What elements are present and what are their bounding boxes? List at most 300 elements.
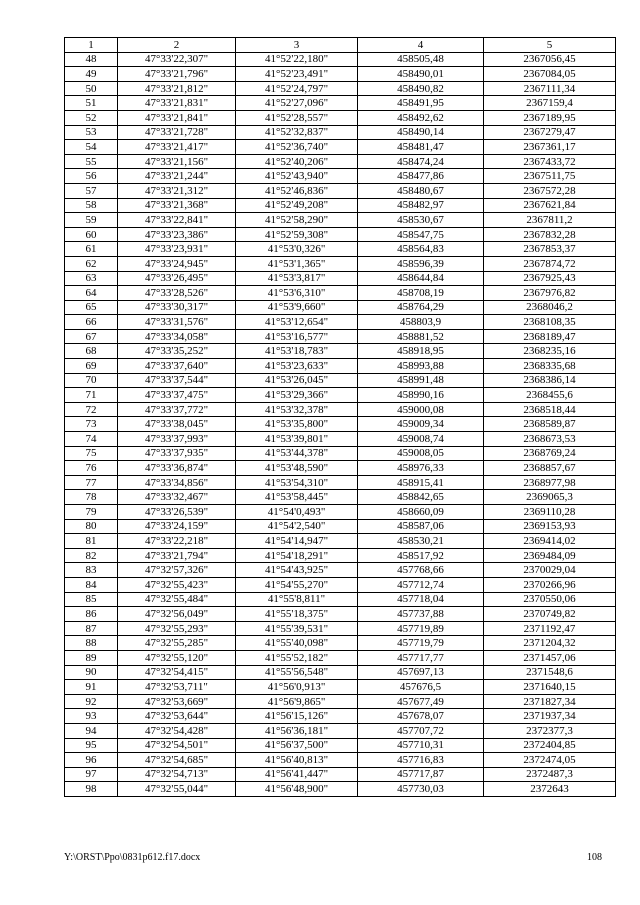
cell-y: 2368235,16	[484, 344, 616, 359]
cell-y: 2370266,96	[484, 577, 616, 592]
cell-y: 2367853,37	[484, 242, 616, 257]
cell-latitude: 47°32'55,120"	[118, 650, 236, 665]
cell-longitude: 41°53'29,366"	[236, 388, 358, 403]
table-row	[65, 534, 616, 549]
table-row	[65, 694, 616, 709]
cell-y: 2368977,98	[484, 475, 616, 490]
cell-x: 457730,03	[358, 782, 484, 797]
cell-latitude: 47°32'55,484"	[118, 592, 236, 607]
cell-y: 2367159,4	[484, 96, 616, 111]
table-row	[65, 213, 616, 228]
cell-latitude: 47°32'54,685"	[118, 753, 236, 768]
cell-number: 71	[65, 388, 118, 403]
cell-longitude: 41°53'1,365"	[236, 256, 358, 271]
cell-latitude: 47°33'22,218"	[118, 534, 236, 549]
cell-x: 459008,74	[358, 432, 484, 447]
cell-number: 94	[65, 723, 118, 738]
table-row	[65, 271, 616, 286]
cell-number: 49	[65, 67, 118, 82]
cell-latitude: 47°33'21,831"	[118, 96, 236, 111]
cell-y: 2371827,34	[484, 694, 616, 709]
cell-y: 2371457,06	[484, 650, 616, 665]
cell-y: 2367111,34	[484, 81, 616, 96]
cell-number: 50	[65, 81, 118, 96]
table-row	[65, 709, 616, 724]
cell-x: 458842,65	[358, 490, 484, 505]
cell-longitude: 41°53'32,378"	[236, 402, 358, 417]
table-row	[65, 402, 616, 417]
cell-latitude: 47°33'21,368"	[118, 198, 236, 213]
cell-longitude: 41°52'23,491"	[236, 67, 358, 82]
cell-number: 75	[65, 446, 118, 461]
cell-y: 2369065,3	[484, 490, 616, 505]
cell-latitude: 47°32'54,415"	[118, 665, 236, 680]
cell-longitude: 41°53'44,378"	[236, 446, 358, 461]
table-row	[65, 461, 616, 476]
table-row	[65, 198, 616, 213]
cell-y: 2368857,67	[484, 461, 616, 476]
cell-longitude: 41°53'23,633"	[236, 359, 358, 374]
cell-x: 458490,01	[358, 67, 484, 82]
cell-latitude: 47°33'21,312"	[118, 183, 236, 198]
cell-latitude: 47°32'54,713"	[118, 767, 236, 782]
cell-y: 2368589,87	[484, 417, 616, 432]
cell-latitude: 47°33'21,244"	[118, 169, 236, 184]
cell-number: 98	[65, 782, 118, 797]
cell-longitude: 41°53'9,660"	[236, 300, 358, 315]
cell-number: 82	[65, 548, 118, 563]
cell-number: 73	[65, 417, 118, 432]
cell-y: 2367361,17	[484, 140, 616, 155]
cell-number: 79	[65, 505, 118, 520]
cell-x: 458491,95	[358, 96, 484, 111]
cell-x: 458547,75	[358, 227, 484, 242]
table-row	[65, 432, 616, 447]
table-row	[65, 125, 616, 140]
cell-y: 2371640,15	[484, 680, 616, 695]
cell-y: 2367925,43	[484, 271, 616, 286]
cell-longitude: 41°56'0,913"	[236, 680, 358, 695]
cell-longitude: 41°56'48,900"	[236, 782, 358, 797]
cell-number: 96	[65, 753, 118, 768]
table-row	[65, 329, 616, 344]
cell-latitude: 47°32'55,423"	[118, 577, 236, 592]
cell-x: 458480,67	[358, 183, 484, 198]
cell-longitude: 41°52'22,180"	[236, 52, 358, 67]
cell-latitude: 47°33'21,794"	[118, 548, 236, 563]
table-row	[65, 300, 616, 315]
table-row	[65, 110, 616, 125]
cell-y: 2371937,34	[484, 709, 616, 724]
table-row	[65, 548, 616, 563]
cell-x: 457717,87	[358, 767, 484, 782]
cell-latitude: 47°32'55,293"	[118, 621, 236, 636]
cell-y: 2367874,72	[484, 256, 616, 271]
cell-latitude: 47°33'34,856"	[118, 475, 236, 490]
cell-y: 2368046,2	[484, 300, 616, 315]
table-row	[65, 665, 616, 680]
cell-number: 60	[65, 227, 118, 242]
table-row	[65, 52, 616, 67]
cell-latitude: 47°33'37,935"	[118, 446, 236, 461]
table-row	[65, 417, 616, 432]
cell-number: 56	[65, 169, 118, 184]
table-row	[65, 256, 616, 271]
cell-number: 97	[65, 767, 118, 782]
cell-x: 458530,21	[358, 534, 484, 549]
cell-number: 63	[65, 271, 118, 286]
cell-longitude: 41°56'36,181"	[236, 723, 358, 738]
cell-longitude: 41°52'49,208"	[236, 198, 358, 213]
cell-latitude: 47°33'21,417"	[118, 140, 236, 155]
cell-longitude: 41°53'18,783"	[236, 344, 358, 359]
table-row	[65, 680, 616, 695]
cell-longitude: 41°54'2,540"	[236, 519, 358, 534]
cell-y: 2367621,84	[484, 198, 616, 213]
cell-longitude: 41°56'40,813"	[236, 753, 358, 768]
cell-longitude: 41°55'52,182"	[236, 650, 358, 665]
table-row	[65, 315, 616, 330]
cell-latitude: 47°33'24,945"	[118, 256, 236, 271]
column-header-longitude: 3	[236, 38, 358, 53]
cell-y: 2369110,28	[484, 505, 616, 520]
column-header-latitude: 2	[118, 38, 236, 53]
cell-number: 85	[65, 592, 118, 607]
cell-latitude: 47°33'32,467"	[118, 490, 236, 505]
table-row	[65, 475, 616, 490]
cell-x: 457719,89	[358, 621, 484, 636]
cell-x: 458564,83	[358, 242, 484, 257]
cell-x: 458764,29	[358, 300, 484, 315]
cell-x: 458803,9	[358, 315, 484, 330]
table-body	[65, 52, 616, 796]
cell-longitude: 41°52'32,837"	[236, 125, 358, 140]
cell-latitude: 47°33'21,728"	[118, 125, 236, 140]
cell-longitude: 41°52'43,940"	[236, 169, 358, 184]
cell-latitude: 47°32'54,428"	[118, 723, 236, 738]
cell-number: 83	[65, 563, 118, 578]
cell-y: 2369484,09	[484, 548, 616, 563]
table-row	[65, 242, 616, 257]
cell-longitude: 41°53'6,310"	[236, 286, 358, 301]
cell-latitude: 47°32'53,669"	[118, 694, 236, 709]
cell-y: 2370550,06	[484, 592, 616, 607]
cell-latitude: 47°32'54,501"	[118, 738, 236, 753]
cell-longitude: 41°54'0,493"	[236, 505, 358, 520]
cell-x: 458915,41	[358, 475, 484, 490]
cell-y: 2371548,6	[484, 665, 616, 680]
cell-y: 2367279,47	[484, 125, 616, 140]
cell-number: 52	[65, 110, 118, 125]
cell-longitude: 41°52'36,740"	[236, 140, 358, 155]
cell-longitude: 41°52'40,206"	[236, 154, 358, 169]
cell-x: 458990,16	[358, 388, 484, 403]
cell-x: 457697,13	[358, 665, 484, 680]
cell-number: 70	[65, 373, 118, 388]
cell-x: 457676,5	[358, 680, 484, 695]
cell-latitude: 47°33'23,386"	[118, 227, 236, 242]
cell-longitude: 41°53'26,045"	[236, 373, 358, 388]
cell-y: 2370029,04	[484, 563, 616, 578]
cell-latitude: 47°33'23,931"	[118, 242, 236, 257]
cell-latitude: 47°33'21,156"	[118, 154, 236, 169]
cell-x: 458474,24	[358, 154, 484, 169]
cell-longitude: 41°56'9,865"	[236, 694, 358, 709]
cell-number: 95	[65, 738, 118, 753]
cell-x: 457768,66	[358, 563, 484, 578]
table-row	[65, 782, 616, 797]
cell-y: 2368386,14	[484, 373, 616, 388]
cell-y: 2369414,02	[484, 534, 616, 549]
cell-number: 72	[65, 402, 118, 417]
cell-longitude: 41°53'3,817"	[236, 271, 358, 286]
cell-x: 457718,04	[358, 592, 484, 607]
cell-latitude: 47°33'30,317"	[118, 300, 236, 315]
cell-number: 55	[65, 154, 118, 169]
cell-y: 2368673,53	[484, 432, 616, 447]
cell-x: 458993,88	[358, 359, 484, 374]
cell-x: 458587,06	[358, 519, 484, 534]
cell-y: 2367572,28	[484, 183, 616, 198]
cell-x: 457737,88	[358, 607, 484, 622]
cell-y: 2367056,45	[484, 52, 616, 67]
cell-x: 458708,19	[358, 286, 484, 301]
cell-latitude: 47°33'26,539"	[118, 505, 236, 520]
table-row	[65, 140, 616, 155]
table-row	[65, 154, 616, 169]
cell-number: 57	[65, 183, 118, 198]
cell-longitude: 41°52'28,557"	[236, 110, 358, 125]
cell-longitude: 41°54'43,925"	[236, 563, 358, 578]
cell-longitude: 41°55'8,811"	[236, 592, 358, 607]
table-row	[65, 373, 616, 388]
cell-latitude: 47°33'21,841"	[118, 110, 236, 125]
cell-number: 48	[65, 52, 118, 67]
table-row	[65, 81, 616, 96]
cell-number: 84	[65, 577, 118, 592]
cell-number: 62	[65, 256, 118, 271]
cell-y: 2371192,47	[484, 621, 616, 636]
cell-y: 2368108,35	[484, 315, 616, 330]
cell-number: 59	[65, 213, 118, 228]
cell-number: 69	[65, 359, 118, 374]
cell-longitude: 41°56'41,447"	[236, 767, 358, 782]
table-row	[65, 621, 616, 636]
cell-y: 2368518,44	[484, 402, 616, 417]
cell-latitude: 47°32'53,711"	[118, 680, 236, 695]
cell-longitude: 41°54'55,270"	[236, 577, 358, 592]
cell-number: 92	[65, 694, 118, 709]
cell-latitude: 47°33'34,058"	[118, 329, 236, 344]
cell-number: 80	[65, 519, 118, 534]
cell-longitude: 41°54'14,947"	[236, 534, 358, 549]
cell-x: 458881,52	[358, 329, 484, 344]
cell-longitude: 41°53'48,590"	[236, 461, 358, 476]
cell-y: 2370749,82	[484, 607, 616, 622]
cell-latitude: 47°32'55,044"	[118, 782, 236, 797]
cell-y: 2368455,6	[484, 388, 616, 403]
cell-number: 90	[65, 665, 118, 680]
cell-y: 2372404,85	[484, 738, 616, 753]
cell-x: 457710,31	[358, 738, 484, 753]
cell-number: 93	[65, 709, 118, 724]
table-row	[65, 563, 616, 578]
cell-longitude: 41°53'35,800"	[236, 417, 358, 432]
cell-longitude: 41°52'27,096"	[236, 96, 358, 111]
table-row	[65, 577, 616, 592]
cell-number: 77	[65, 475, 118, 490]
cell-y: 2367433,72	[484, 154, 616, 169]
cell-x: 458991,48	[358, 373, 484, 388]
cell-y: 2369153,93	[484, 519, 616, 534]
cell-longitude: 41°55'40,098"	[236, 636, 358, 651]
cell-number: 61	[65, 242, 118, 257]
cell-longitude: 41°53'54,310"	[236, 475, 358, 490]
cell-longitude: 41°53'16,577"	[236, 329, 358, 344]
table-header-row	[65, 38, 616, 53]
cell-longitude: 41°52'46,836"	[236, 183, 358, 198]
cell-number: 58	[65, 198, 118, 213]
cell-x: 459000,08	[358, 402, 484, 417]
cell-longitude: 41°56'15,126"	[236, 709, 358, 724]
cell-latitude: 47°33'28,526"	[118, 286, 236, 301]
cell-y: 2368335,68	[484, 359, 616, 374]
table-row	[65, 183, 616, 198]
cell-y: 2367189,95	[484, 110, 616, 125]
cell-latitude: 47°33'37,993"	[118, 432, 236, 447]
cell-y: 2371204,32	[484, 636, 616, 651]
cell-longitude: 41°52'58,290"	[236, 213, 358, 228]
cell-x: 458918,95	[358, 344, 484, 359]
cell-number: 88	[65, 636, 118, 651]
cell-x: 458477,86	[358, 169, 484, 184]
cell-number: 65	[65, 300, 118, 315]
cell-x: 459008,05	[358, 446, 484, 461]
cell-longitude: 41°52'24,797"	[236, 81, 358, 96]
table-row	[65, 388, 616, 403]
table-row	[65, 169, 616, 184]
cell-latitude: 47°32'55,285"	[118, 636, 236, 651]
table-row	[65, 286, 616, 301]
cell-y: 2367084,05	[484, 67, 616, 82]
table-row	[65, 592, 616, 607]
coordinates-table	[64, 37, 616, 797]
cell-x: 458644,84	[358, 271, 484, 286]
cell-x: 457716,83	[358, 753, 484, 768]
table-row	[65, 723, 616, 738]
cell-x: 458490,82	[358, 81, 484, 96]
table-row	[65, 650, 616, 665]
cell-number: 51	[65, 96, 118, 111]
table-row	[65, 227, 616, 242]
cell-latitude: 47°33'26,495"	[118, 271, 236, 286]
table-row	[65, 344, 616, 359]
cell-latitude: 47°33'35,252"	[118, 344, 236, 359]
cell-longitude: 41°55'56,548"	[236, 665, 358, 680]
cell-latitude: 47°33'22,841"	[118, 213, 236, 228]
cell-number: 53	[65, 125, 118, 140]
cell-longitude: 41°53'39,801"	[236, 432, 358, 447]
cell-x: 457712,74	[358, 577, 484, 592]
cell-latitude: 47°32'56,049"	[118, 607, 236, 622]
cell-y: 2372643	[484, 782, 616, 797]
cell-latitude: 47°33'37,475"	[118, 388, 236, 403]
cell-number: 54	[65, 140, 118, 155]
cell-x: 458505,48	[358, 52, 484, 67]
cell-x: 457707,72	[358, 723, 484, 738]
table-row	[65, 753, 616, 768]
cell-x: 458492,62	[358, 110, 484, 125]
cell-latitude: 47°33'21,796"	[118, 67, 236, 82]
cell-latitude: 47°32'57,326"	[118, 563, 236, 578]
cell-x: 458530,67	[358, 213, 484, 228]
cell-number: 86	[65, 607, 118, 622]
cell-number: 87	[65, 621, 118, 636]
table-row	[65, 636, 616, 651]
column-header-number: 1	[65, 38, 118, 53]
cell-latitude: 47°33'37,772"	[118, 402, 236, 417]
column-header-x: 4	[358, 38, 484, 53]
cell-y: 2372474,05	[484, 753, 616, 768]
cell-y: 2372487,3	[484, 767, 616, 782]
cell-x: 458596,39	[358, 256, 484, 271]
cell-y: 2368769,24	[484, 446, 616, 461]
cell-x: 458660,09	[358, 505, 484, 520]
footer-page-number: 108	[587, 852, 602, 863]
table-row	[65, 738, 616, 753]
cell-y: 2367832,28	[484, 227, 616, 242]
cell-y: 2367811,2	[484, 213, 616, 228]
cell-y: 2367976,82	[484, 286, 616, 301]
cell-x: 457719,79	[358, 636, 484, 651]
cell-x: 457717,77	[358, 650, 484, 665]
table-row	[65, 490, 616, 505]
cell-number: 74	[65, 432, 118, 447]
cell-longitude: 41°53'58,445"	[236, 490, 358, 505]
cell-y: 2372377,3	[484, 723, 616, 738]
cell-latitude: 47°33'22,307"	[118, 52, 236, 67]
table-row	[65, 67, 616, 82]
cell-latitude: 47°33'37,640"	[118, 359, 236, 374]
cell-x: 458517,92	[358, 548, 484, 563]
footer-file-path: Y:\ORST\Ppo\0831p612.f17.docx	[64, 852, 201, 863]
cell-x: 457677,49	[358, 694, 484, 709]
cell-latitude: 47°33'38,045"	[118, 417, 236, 432]
cell-latitude: 47°33'36,874"	[118, 461, 236, 476]
cell-latitude: 47°33'21,812"	[118, 81, 236, 96]
cell-number: 91	[65, 680, 118, 695]
cell-number: 76	[65, 461, 118, 476]
table-row	[65, 607, 616, 622]
cell-number: 81	[65, 534, 118, 549]
cell-latitude: 47°32'53,644"	[118, 709, 236, 724]
table-row	[65, 96, 616, 111]
cell-longitude: 41°52'59,308"	[236, 227, 358, 242]
cell-x: 458490,14	[358, 125, 484, 140]
cell-longitude: 41°53'0,326"	[236, 242, 358, 257]
table-row	[65, 446, 616, 461]
cell-longitude: 41°55'18,375"	[236, 607, 358, 622]
cell-x: 457678,07	[358, 709, 484, 724]
cell-longitude: 41°53'12,654"	[236, 315, 358, 330]
table-row	[65, 505, 616, 520]
cell-latitude: 47°33'24,159"	[118, 519, 236, 534]
cell-y: 2368189,47	[484, 329, 616, 344]
cell-longitude: 41°55'39,531"	[236, 621, 358, 636]
cell-x: 458482,97	[358, 198, 484, 213]
table-row	[65, 359, 616, 374]
cell-number: 66	[65, 315, 118, 330]
